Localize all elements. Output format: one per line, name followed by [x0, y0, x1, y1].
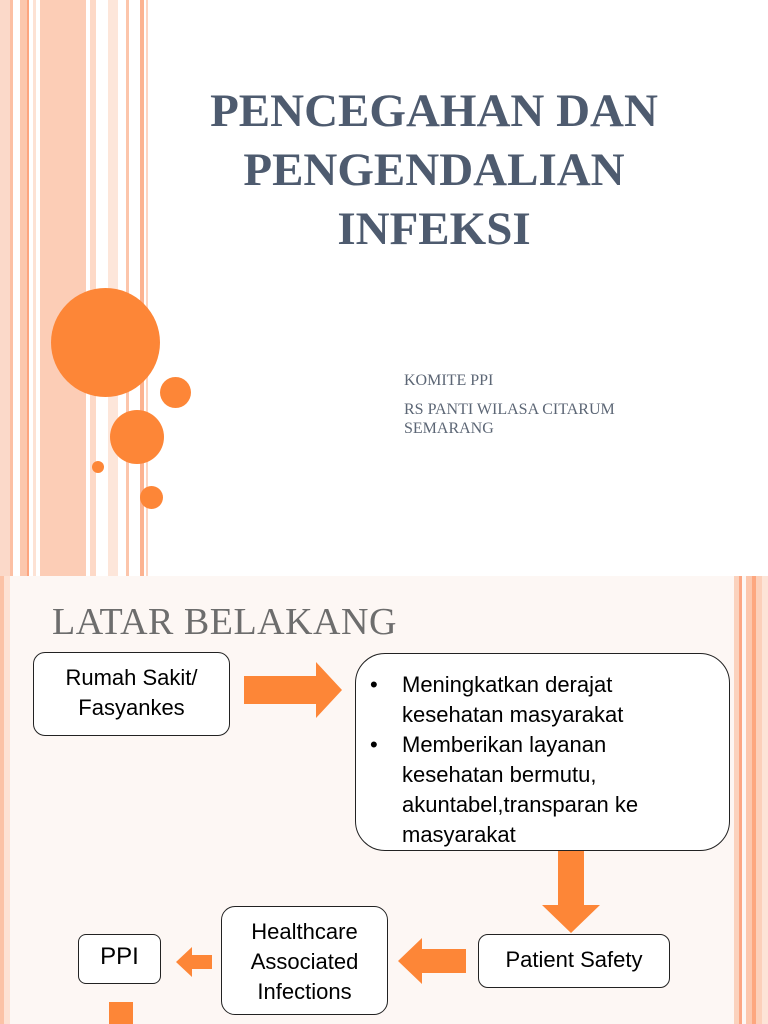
arrow-down-icon — [106, 1002, 136, 1024]
decor-stripe — [40, 0, 86, 576]
goal-item — [356, 670, 729, 730]
decor-circle-small — [92, 461, 104, 473]
slide-title-line: INFEKSI — [337, 203, 531, 255]
decor-circle — [160, 377, 191, 408]
subtitle-line: SEMARANG — [404, 420, 494, 437]
latar-belakang-slide — [0, 576, 768, 1024]
arrow-down-icon — [540, 851, 602, 935]
box-line: Fasyankes — [78, 695, 185, 720]
arrow-left-icon — [174, 946, 214, 978]
box-line: Healthcare — [251, 919, 358, 944]
arrow-right-icon — [240, 660, 344, 720]
decor-circle — [110, 410, 164, 464]
decor-stripe — [762, 576, 768, 1024]
decor-stripe — [739, 576, 742, 1024]
goal-line: masyarakat — [402, 822, 516, 847]
box-line: Patient Safety — [505, 947, 643, 972]
decor-stripe — [4, 576, 10, 1024]
goal-item — [356, 730, 729, 850]
decor-stripe — [33, 0, 36, 576]
hai-box — [221, 906, 388, 1015]
box-line: Infections — [257, 979, 352, 1004]
decor-stripe — [10, 0, 13, 576]
decor-stripe — [20, 0, 27, 576]
box-line: Rumah Sakit/ — [65, 665, 198, 690]
decor-stripe — [126, 0, 129, 576]
slide-title-line: PENCEGAHAN DAN — [210, 85, 658, 137]
patient-safety-box — [478, 934, 670, 988]
box-line: Associated — [250, 949, 359, 974]
subtitle-line: KOMITE PPI — [404, 372, 494, 389]
subtitle-line: RS PANTI WILASA CITARUM — [404, 401, 615, 418]
goals-list — [356, 670, 729, 850]
box-line: PPI — [100, 943, 139, 970]
goal-line: kesehatan masyarakat — [402, 702, 624, 727]
goal-line: • Memberikan layanan — [402, 732, 607, 757]
slide-title — [150, 82, 718, 259]
slide-title: LATAR BELAKANG — [52, 601, 397, 643]
goal-line: akuntabel,transparan ke — [402, 792, 639, 817]
arrow-left-icon — [396, 936, 468, 986]
decor-circle — [140, 486, 163, 509]
goal-line: • Meningkatkan derajat — [402, 672, 613, 697]
decor-stripe — [0, 0, 10, 576]
slide-title-line: PENGENDALIAN — [243, 144, 625, 196]
rumah-sakit-box — [33, 652, 230, 736]
goal-line: kesehatan bermutu, — [402, 762, 597, 787]
slide-subtitle — [404, 370, 615, 438]
decor-stripe — [27, 0, 29, 576]
goals-box — [355, 653, 730, 851]
ppi-box — [78, 934, 161, 984]
decor-circle-large — [51, 288, 160, 397]
